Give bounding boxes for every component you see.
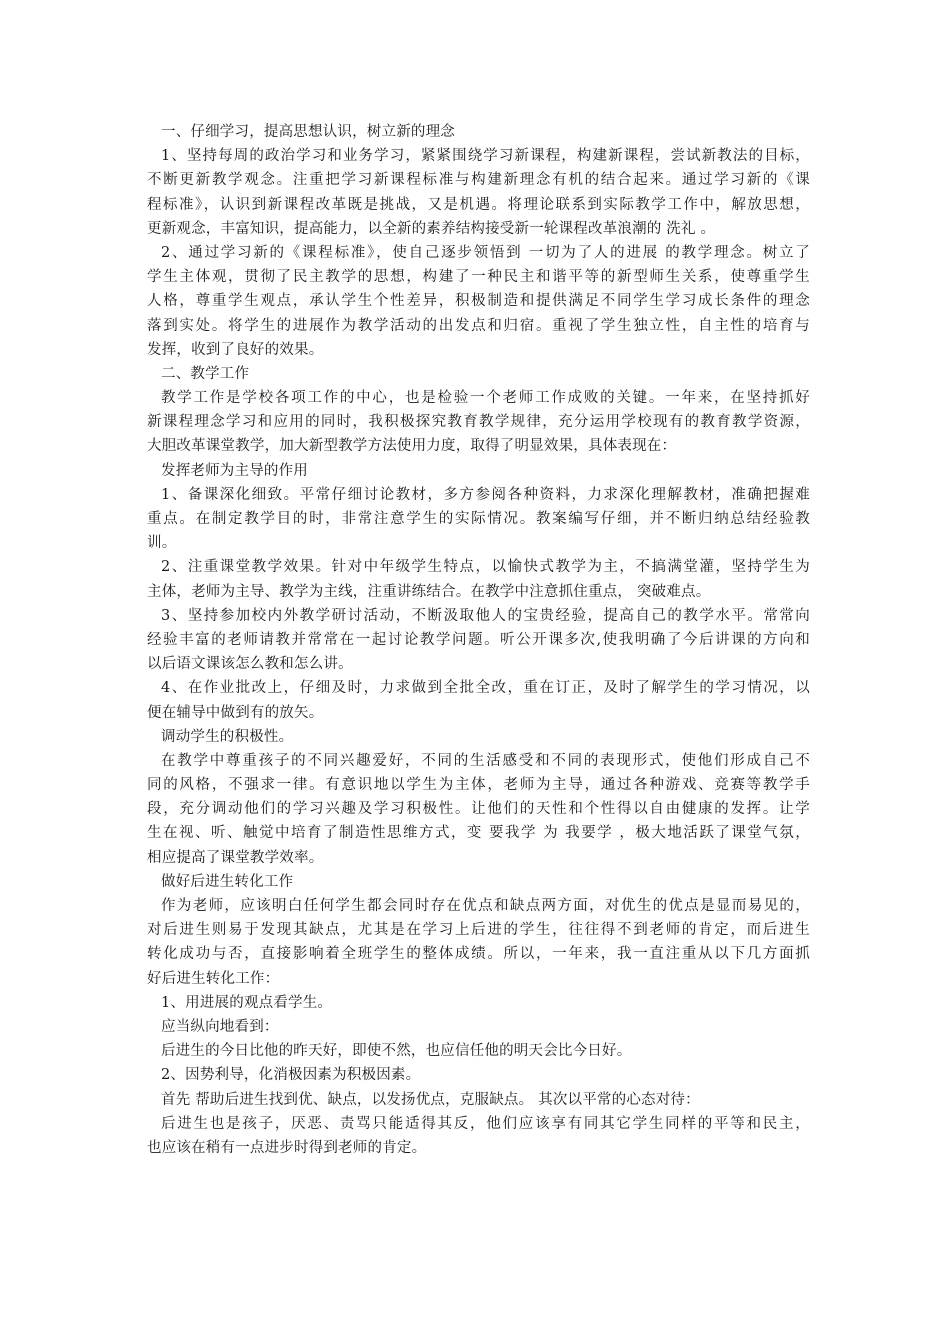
- text-line: 后进生也是孩子，厌恶、责骂只能适得其反，他们应该享有同其它学生同样的平等和民主，: [161, 1115, 810, 1132]
- text-line: 同的风格，不强求一律。有意识地以学生为主体，老师为主导，通过各种游戏、竞赛等教学手: [147, 777, 810, 794]
- text-line: 相应提高了课堂教学效率。: [147, 849, 324, 866]
- text-line: 首先 帮助后进生找到优、缺点，以发扬优点，克服缺点。 其次以平常的心态对待：: [161, 1091, 700, 1108]
- text-line: 发挥，收到了良好的效果。: [147, 341, 324, 358]
- text-line: 好后进生转化工作：: [147, 970, 280, 987]
- text-line: 在教学中尊重孩子的不同兴趣爱好，不同的生活感受和不同的表现形式，使他们形成自己不: [161, 752, 810, 769]
- text-line: 落到实处。将学生的进展作为教学活动的出发点和归宿。重视了学生独立性，自主性的培育与: [147, 317, 810, 334]
- document-page: [147, 120, 810, 1160]
- text-line: 对后进生则易于发现其缺点，尤其是在学习上后进的学生，往往得不到老师的肯定，而后进生: [147, 922, 810, 939]
- text-line: 4、在作业批改上，仔细及时，力求做到全批全改，重在订正，及时了解学生的学习情况，以: [161, 680, 810, 697]
- text-line: 2、注重课堂教学效果。针对中年级学生特点，以愉快式教学为主，不搞满堂灌，坚持学生为: [161, 559, 810, 576]
- text-line: 应当纵向地看到：: [161, 1018, 279, 1035]
- text-line: 更新观念，丰富知识，提高能力，以全新的素养结构接受新一轮课程改革浪潮的 洗礼 。: [147, 220, 716, 237]
- text-line: 不断更新教学观念。注重把学习新课程标准与构建新理念有机的结合起来。通过学习新的《课: [147, 172, 810, 189]
- text-line: 便在辅导中做到有的放矢。: [147, 704, 324, 721]
- text-line: 大胆改革课堂教学，加大新型教学方法使用力度，取得了明显效果，具体表现在：: [147, 438, 677, 455]
- text-line: 人格，尊重学生观点，承认学生个性差异，积极制造和提供满足不同学生学习成长条件的理念: [147, 293, 810, 310]
- text-line: 后进生的今日比他的昨天好，即使不然，也应信任他的明天会比今日好。: [161, 1043, 632, 1060]
- text-line: 也应该在稍有一点进步时得到老师的肯定。: [147, 1139, 427, 1156]
- text-line: 重点。在制定教学目的时，非常注意学生的实际情况。教案编写仔细，并不断归纳总结经验教: [147, 511, 810, 527]
- text-line: 1、用进展的观点看学生。: [161, 994, 333, 1011]
- text-line: 做好后进生转化工作: [161, 873, 294, 890]
- text-line: 一、仔细学习，提高思想认识，树立新的理念: [161, 124, 455, 140]
- text-line: 新课程理念学习和应用的同时，我积极探究教育教学规律，充分运用学校现有的教育教学资源，: [147, 414, 810, 431]
- text-line: 转化成功与否，直接影响着全班学生的整体成绩。所以，一年来，我一直注重从以下几方面抓: [147, 946, 810, 963]
- text-line: 1、坚持每周的政治学习和业务学习，紧紧围绕学习新课程，构建新课程，尝试新教法的目标，: [161, 148, 810, 165]
- text-line: 主体，老师为主导、教学为主线，注重讲练结合。在教学中注意抓住重点， 突破难点。: [147, 583, 711, 600]
- text-line: 2、通过学习新的《课程标准》，使自己逐步领悟到 一切为了人的进展 的教学理念。树立了: [161, 244, 810, 261]
- text-line: 经验丰富的老师请教并常常在一起讨论教学问题。听公开课多次,使我明确了今后讲课的方向和: [147, 631, 810, 648]
- text-line: 二、教学工作: [161, 365, 250, 382]
- text-line: 调动学生的积极性。: [161, 728, 294, 745]
- text-line: 以后语文课该怎么教和怎么讲。: [147, 656, 353, 673]
- text-line: 程标准》，认识到新课程改革既是挑战，又是机遇。将理论联系到实际教学工作中，解放思想，: [147, 196, 810, 213]
- text-line: 段，充分调动他们的学习兴趣及学习积极性。让他们的天性和个性得以自由健康的发挥。让学: [147, 801, 810, 818]
- text-line: 1、备课深化细致。平常仔细讨论教材，多方参阅各种资料，力求深化理解教材，准确把握难: [161, 486, 810, 503]
- text-line: 发挥老师为主导的作用: [161, 462, 308, 479]
- text-line: 教学工作是学校各项工作的中心，也是检验一个老师工作成败的关键。一年来，在坚持抓好: [161, 390, 810, 407]
- text-line: 训。: [147, 535, 177, 552]
- text-line: 3、坚持参加校内外教学研讨活动，不断汲取他人的宝贵经验，提高自己的教学水平。常常向: [161, 607, 810, 624]
- text-line: 作为老师，应该明白任何学生都会同时存在优点和缺点两方面，对优生的优点是显而易见的，: [161, 898, 810, 914]
- text-line: 生在视、听、触觉中培育了制造性思维方式，变 要我学 为 我要学 ，极大地活跃了课堂气氛，: [147, 825, 810, 842]
- text-line: 2、因势利导，化消极因素为积极因素。: [161, 1067, 421, 1084]
- text-line: 学生主体观，贯彻了民主教学的思想，构建了一种民主和谐平等的新型师生关系，使尊重学生: [147, 269, 810, 286]
